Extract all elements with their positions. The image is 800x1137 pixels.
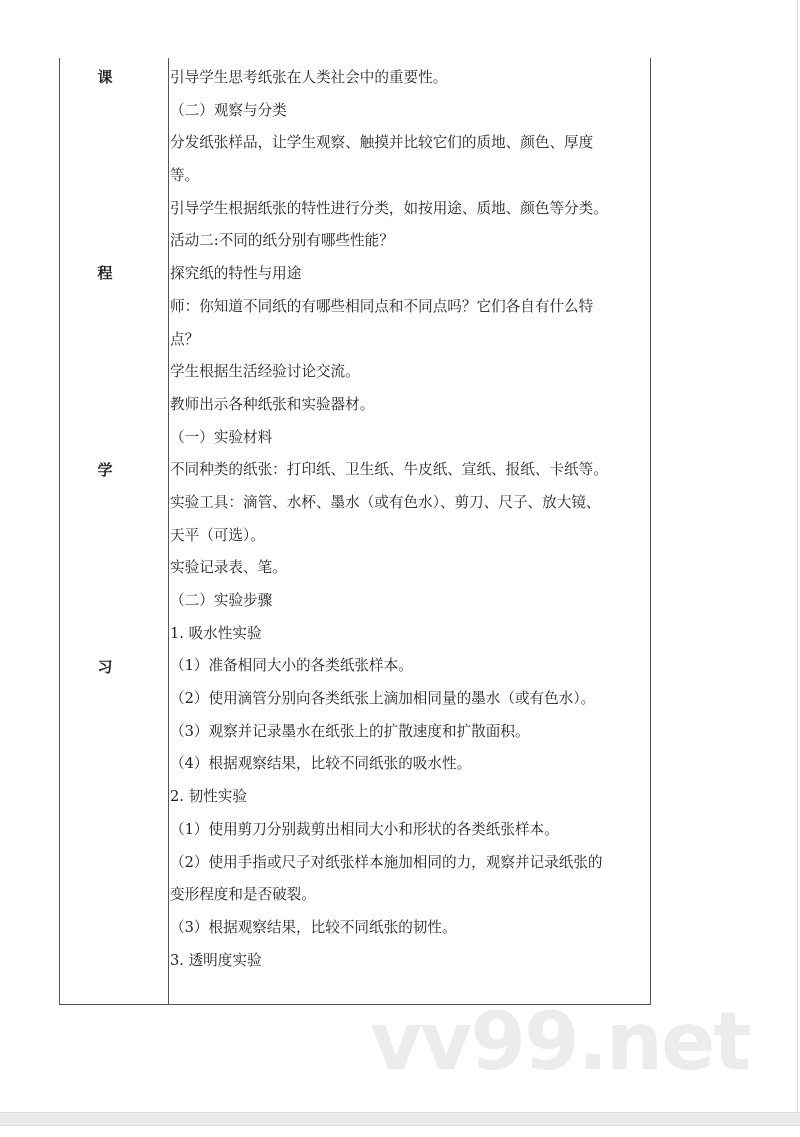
step-line: （2）使用手指或尺子对纸张样本施加相同的力，观察并记录纸张的 bbox=[170, 853, 603, 871]
content-line: 分发纸张样品，让学生观察、触摸并比较它们的质地、颜色、厚度 bbox=[170, 134, 594, 152]
experiment-heading: 1. 吸水性实验 bbox=[170, 624, 262, 642]
row-label-xue: 学 bbox=[97, 461, 113, 479]
step-line: （4）根据观察结果，比较不同纸张的吸水性。 bbox=[170, 755, 472, 773]
content-line: 学生根据生活经验讨论交流。 bbox=[170, 363, 360, 381]
content-line: 探究纸的特性与用途 bbox=[170, 265, 302, 283]
content-line: 引导学生思考纸张在人类社会中的重要性。 bbox=[170, 69, 448, 86]
experiment-heading: 2. 韧性实验 bbox=[170, 788, 247, 806]
section-heading: （二）实验步骤 bbox=[170, 592, 273, 609]
page-separator bbox=[0, 1112, 800, 1126]
content-line: 天平（可选）。 bbox=[170, 526, 265, 544]
experiment-heading: 3. 透明度实验 bbox=[170, 951, 262, 969]
step-line: （1）准备相同大小的各类纸张样本。 bbox=[170, 657, 413, 675]
row-label-xi: 习 bbox=[97, 658, 113, 676]
section-heading: （一）实验材料 bbox=[170, 428, 273, 446]
lesson-content bbox=[170, 62, 652, 977]
content-line: 实验记录表、笔。 bbox=[170, 559, 287, 577]
column-divider bbox=[168, 58, 169, 1004]
content-line: 教师出示各种纸张和实验器材。 bbox=[170, 395, 375, 413]
row-label-ke: 课 bbox=[97, 68, 113, 86]
row-label-cheng: 程 bbox=[97, 264, 113, 282]
step-line: 变形程度和是否破裂。 bbox=[170, 886, 316, 904]
content-line: 不同种类的纸张：打印纸、卫生纸、牛皮纸、宣纸、报纸、卡纸等。 bbox=[170, 461, 608, 479]
content-line: 等。 bbox=[170, 167, 200, 185]
step-line: （3）根据观察结果，比较不同纸张的韧性。 bbox=[170, 918, 457, 936]
page-edge bbox=[797, 0, 798, 1112]
content-line: 师：你知道不同纸的有哪些相同点和不同点吗？它们各自有什么特 bbox=[170, 297, 594, 315]
step-line: （2）使用滴管分别向各类纸张上滴加相同量的墨水（或有色水）。 bbox=[170, 690, 596, 708]
watermark: vv99.net bbox=[370, 995, 750, 1088]
content-line: 点？ bbox=[170, 330, 200, 348]
step-line: （1）使用剪刀分别裁剪出相同大小和形状的各类纸张样本。 bbox=[170, 820, 559, 838]
activity-heading: 活动二:不同的纸分别有哪些性能？ bbox=[170, 232, 394, 250]
step-line: （3）观察并记录墨水在纸张上的扩散速度和扩散面积。 bbox=[170, 722, 530, 740]
lesson-table bbox=[59, 58, 651, 1005]
content-line: 引导学生根据纸张的特性进行分类，如按用途、质地、颜色等分类。 bbox=[170, 199, 608, 217]
content-line: 实验工具：滴管、水杯、墨水（或有色水）、剪刀、尺子、放大镜、 bbox=[170, 493, 601, 511]
section-heading: （二）观察与分类 bbox=[170, 101, 287, 119]
